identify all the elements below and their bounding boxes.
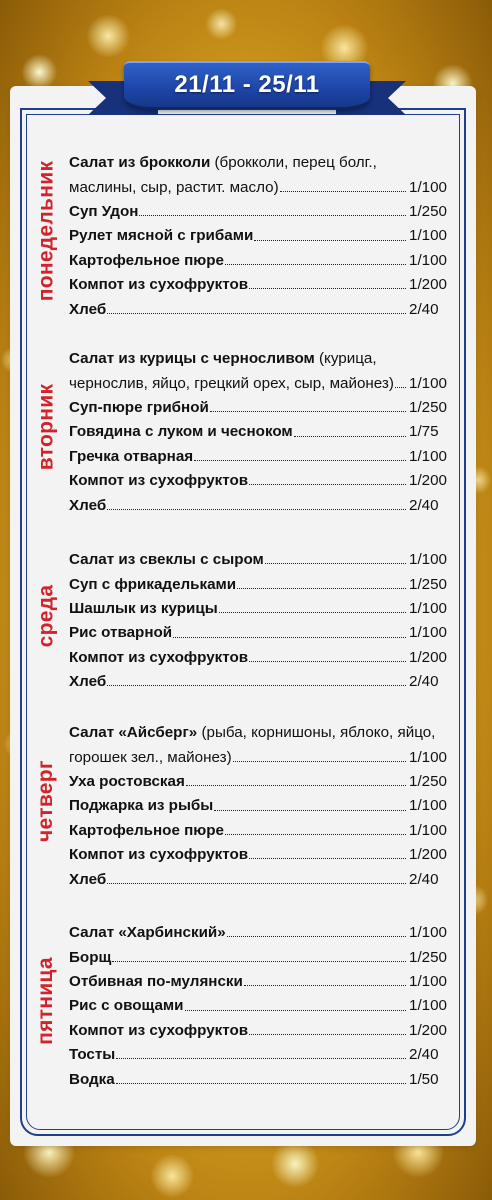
dot-leader — [116, 1083, 406, 1084]
dish-weight: 2/40 — [409, 496, 439, 514]
dish-description-cont: чернослив, яйцо, грецкий орех, сыр, майонез) — [69, 374, 394, 392]
dish-title-line — [69, 798, 213, 813]
dish-weight: 1/100 — [409, 972, 448, 990]
dish-row — [69, 219, 451, 243]
dot-leader — [107, 685, 406, 686]
dish-title-line — [69, 302, 106, 317]
dot-leader — [249, 661, 406, 662]
day-section — [0, 146, 492, 317]
dish-title-line — [69, 1072, 115, 1087]
day-name: четверг — [34, 760, 57, 843]
dot-leader — [112, 961, 406, 962]
day-label — [29, 716, 63, 887]
dish-row — [69, 716, 451, 740]
dish-row — [69, 1014, 451, 1038]
dish-list — [69, 916, 451, 1087]
dish-weight: 1/250 — [409, 772, 448, 790]
dish-title: Уха ростовская — [69, 772, 185, 790]
dish-title: Компот из сухофруктов — [69, 276, 249, 294]
dish-weight: 1/100 — [409, 178, 448, 196]
dish-row — [69, 940, 451, 964]
dot-leader — [173, 637, 406, 638]
dot-leader — [225, 264, 406, 265]
dish-row — [69, 464, 451, 488]
day-label — [29, 146, 63, 317]
dish-title: Компот из сухофруктов — [69, 648, 249, 666]
dish-row — [69, 195, 451, 219]
dish-weight: 1/200 — [409, 1021, 448, 1039]
dish-title-line — [69, 674, 106, 689]
dish-weight: 1/200 — [409, 648, 448, 666]
dish-row — [69, 765, 451, 789]
dot-leader — [395, 387, 406, 388]
dish-row — [69, 665, 451, 689]
dish-weight: 1/250 — [409, 948, 448, 966]
dish-title: Салат из брокколи — [69, 154, 211, 172]
dot-leader — [237, 588, 406, 589]
dish-title: Водка — [69, 1070, 115, 1088]
dish-weight: 1/50 — [409, 1070, 439, 1088]
dish-weight: 1/100 — [409, 251, 448, 269]
date-ribbon — [88, 55, 406, 121]
dish-weight: 1/100 — [409, 447, 448, 465]
dot-leader — [227, 936, 406, 937]
dish-title: Хлеб — [69, 496, 107, 514]
dish-row — [69, 616, 451, 640]
dot-leader — [280, 191, 406, 192]
dish-title-line — [69, 650, 248, 665]
dish-title: Салат «Харбинский» — [69, 924, 226, 942]
dish-row — [69, 814, 451, 838]
day-name: понедельник — [34, 161, 58, 302]
date-range: 21/11 - 25/11 — [174, 71, 320, 98]
dot-leader — [107, 313, 406, 314]
dish-weight: 1/100 — [409, 797, 448, 815]
dish-list — [69, 342, 451, 513]
dish-weight: 1/200 — [409, 472, 448, 490]
dish-title: Борщ — [69, 948, 112, 966]
dish-title: Хлеб — [69, 673, 107, 691]
dish-list — [69, 146, 451, 317]
day-name: среда — [34, 584, 58, 648]
dish-weight: 1/100 — [409, 227, 448, 245]
dot-leader — [249, 288, 406, 289]
dish-row — [69, 989, 451, 1013]
dish-title: Хлеб — [69, 870, 107, 888]
dish-title-line — [69, 1023, 248, 1038]
dish-row — [69, 592, 451, 616]
dish-row — [69, 268, 451, 292]
dish-title: Говядина с луком и чесноком — [69, 423, 293, 441]
dot-leader — [210, 411, 406, 412]
dish-weight: 1/100 — [409, 821, 448, 839]
dish-row — [69, 292, 451, 316]
dish-title: Рис с овощами — [69, 997, 184, 1015]
dish-row-continued — [69, 366, 451, 390]
dish-weight: 1/250 — [409, 202, 448, 220]
dish-title: Картофельное пюре — [69, 821, 224, 839]
dot-leader — [107, 883, 406, 884]
dish-title-line — [69, 155, 377, 170]
dot-leader — [233, 761, 406, 762]
dish-title-line — [69, 552, 264, 567]
dish-title: Поджарка из рыбы — [69, 797, 214, 815]
dish-weight: 1/100 — [409, 551, 448, 569]
dish-title-line — [69, 253, 224, 268]
dish-title: Картофельное пюре — [69, 251, 224, 269]
dish-title-line — [69, 204, 138, 219]
dish-row — [69, 1062, 451, 1086]
day-label — [29, 916, 63, 1087]
ribbon-band — [124, 61, 370, 109]
dish-title-line — [69, 351, 377, 366]
dish-title-line — [69, 498, 106, 513]
day-name: пятница — [34, 957, 58, 1046]
dish-title: Отбивная по-мулянски — [69, 972, 243, 990]
dish-title-line — [69, 473, 248, 488]
dish-title-line — [69, 625, 172, 640]
day-label — [29, 342, 63, 513]
dish-title-line — [69, 1047, 115, 1062]
dot-leader — [294, 436, 406, 437]
dish-description: (курица, — [314, 350, 377, 368]
dish-title: Суп-пюре грибной — [69, 398, 209, 416]
dish-title-line — [69, 950, 111, 965]
dot-leader — [194, 460, 406, 461]
dish-weight: 1/100 — [409, 374, 448, 392]
dot-leader — [225, 834, 406, 835]
dish-list — [69, 716, 451, 887]
dish-title: Суп Удон — [69, 202, 139, 220]
dish-title-line — [69, 725, 435, 740]
dish-description-cont: горошек зел., майонез) — [69, 748, 232, 766]
dish-row — [69, 641, 451, 665]
dish-title: Салат из курицы с черносливом — [69, 350, 315, 368]
dot-leader — [249, 484, 406, 485]
dish-row — [69, 789, 451, 813]
dish-weight: 1/75 — [409, 423, 439, 441]
dot-leader — [116, 1058, 406, 1059]
dot-leader — [249, 1034, 406, 1035]
dish-title: Компот из сухофруктов — [69, 1021, 249, 1039]
dish-title: Салат из свеклы с сыром — [69, 551, 264, 569]
dish-title: Шашлык из курицы — [69, 599, 218, 617]
dish-title-line — [69, 424, 293, 439]
dish-row — [69, 862, 451, 886]
dish-weight: 1/250 — [409, 398, 448, 416]
dish-row-continued — [69, 170, 451, 194]
dish-title: Тосты — [69, 1046, 116, 1064]
dish-weight: 2/40 — [409, 1046, 439, 1064]
dish-weight: 1/250 — [409, 575, 448, 593]
dish-title: Рис отварной — [69, 624, 173, 642]
dish-row — [69, 916, 451, 940]
dish-row — [69, 342, 451, 366]
day-name: вторник — [34, 384, 57, 471]
day-section — [0, 342, 492, 513]
dish-title: Компот из сухофруктов — [69, 472, 249, 490]
day-section — [0, 716, 492, 887]
dish-row — [69, 1038, 451, 1062]
dish-row — [69, 440, 451, 464]
dish-title-line — [69, 601, 218, 616]
dot-leader — [186, 785, 406, 786]
dish-row — [69, 543, 451, 567]
dish-row — [69, 391, 451, 415]
dish-title-line — [69, 998, 184, 1013]
day-label — [29, 543, 63, 689]
dish-weight: 2/40 — [409, 870, 439, 888]
dot-leader — [107, 509, 406, 510]
dish-row — [69, 965, 451, 989]
dish-title-line — [69, 228, 253, 243]
dish-description: (рыба, корнишоны, яблоко, яйцо, — [197, 724, 436, 742]
dish-title-line — [69, 847, 248, 862]
dish-title: Рулет мясной с грибами — [69, 227, 254, 245]
dish-title: Гречка отварная — [69, 447, 194, 465]
dot-leader — [185, 1010, 406, 1011]
dish-weight: 1/100 — [409, 599, 448, 617]
dish-description: (брокколи, перец болг., — [210, 154, 377, 172]
dish-title-line — [69, 400, 209, 415]
dish-weight: 1/100 — [409, 997, 448, 1015]
dish-weight: 2/40 — [409, 673, 439, 691]
dish-title-line — [69, 925, 226, 940]
dish-title-line — [69, 774, 185, 789]
dish-list — [69, 543, 451, 689]
dish-title: Компот из сухофруктов — [69, 846, 249, 864]
dish-title-line — [69, 577, 236, 592]
dish-weight: 1/200 — [409, 276, 448, 294]
dish-weight: 1/100 — [409, 924, 448, 942]
dish-row — [69, 415, 451, 439]
day-section — [0, 916, 492, 1087]
dot-leader — [219, 612, 406, 613]
dish-title: Салат «Айсберг» — [69, 724, 198, 742]
dish-row — [69, 488, 451, 512]
dish-title-line — [69, 872, 106, 887]
dot-leader — [265, 563, 406, 564]
dish-title-line — [69, 974, 243, 989]
dish-title-line — [69, 449, 193, 464]
dish-row-continued — [69, 740, 451, 764]
dot-leader — [254, 240, 406, 241]
dish-weight: 1/200 — [409, 846, 448, 864]
dot-leader — [139, 215, 406, 216]
dish-weight: 1/100 — [409, 624, 448, 642]
dish-weight: 1/100 — [409, 748, 448, 766]
dish-row — [69, 244, 451, 268]
dish-row — [69, 146, 451, 170]
dish-title: Суп с фрикадельками — [69, 575, 237, 593]
dish-row — [69, 838, 451, 862]
dish-weight: 2/40 — [409, 300, 439, 318]
dish-title-line — [69, 277, 248, 292]
dish-title-line — [69, 823, 224, 838]
day-section — [0, 543, 492, 689]
dot-leader — [249, 858, 406, 859]
dot-leader — [214, 810, 406, 811]
dish-description-cont: маслины, сыр, растит. масло) — [69, 178, 279, 196]
dish-row — [69, 567, 451, 591]
dot-leader — [244, 985, 406, 986]
dish-title: Хлеб — [69, 300, 107, 318]
